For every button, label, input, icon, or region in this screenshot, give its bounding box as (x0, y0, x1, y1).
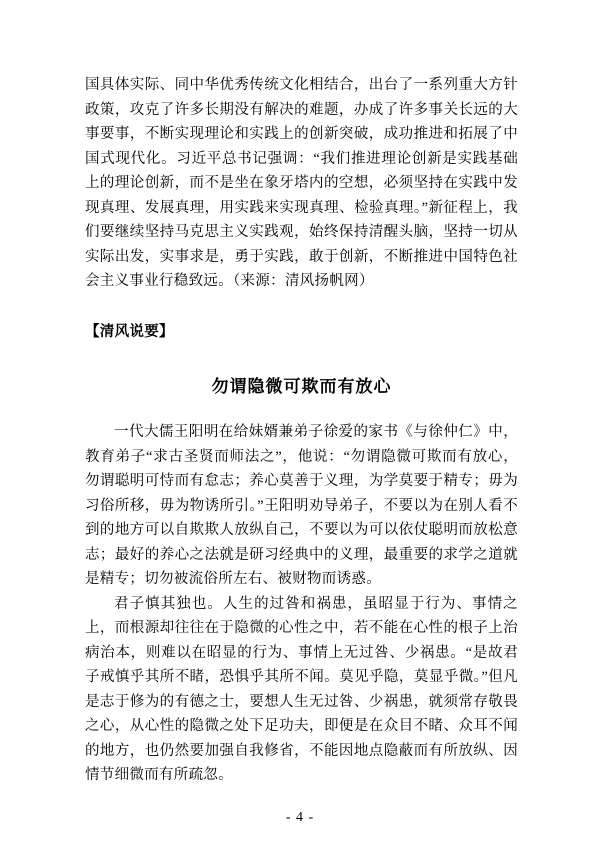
page-number: - 4 - (285, 810, 315, 825)
page-content (85, 73, 518, 788)
article-paragraph-2: 君子慎其独也。人生的过咎和祸患，虽昭显于行为、事情之上，而根源却往往在于隐微的心性之中，若不能在心性的根子上治病治本，则难以在昭显的行为、事情上无过咎、少祸患。“是故君子戒慎乎其所不睹，恐惧乎其所不闻。莫见乎隐，莫显乎微。”但凡是志于修为的有德之士，要想人生无过咎、少祸患，就须常存敬畏之心，从心性的隐微之处下足功夫，即便是在众目不睹、众耳不闻的地方，也仍然要加强自我修省，不能因地点隐蔽而有所放纵、因情节细微而有所疏忽。 (85, 595, 518, 783)
article-paragraph-1: 一代大儒王阳明在给妹婿兼弟子徐爱的家书《与徐仲仁》中，教育弟子“求古圣贤而师法之”，他说：“勿谓隐微可欺而有放心，勿谓聪明可恃而有怠志；养心莫善于义理，为学莫要于精专；毋为习俗所移，毋为物诱所引。”王阳明劝导弟子，不要以为在别人看不到的地方可以自欺欺人放纵自己，不要以为可以依仗聪明而放松意志；最好的养心之法就是研习经典中的义理，最重要的求学之道就是精专；切勿被流俗所左右、被财物而诱惑。 (85, 424, 518, 587)
section-label: 【清风说要】 (85, 323, 174, 340)
article-body (85, 420, 518, 788)
article-title: 勿谓隐微可欺而有放心 (211, 377, 392, 396)
intro-paragraph: 国具体实际、同中华优秀传统文化相结合，出台了一系列重大方针政策，攻克了许多长期没有解决的难题，办成了许多事关长远的大事要事，不断实现理论和实践上的创新突破，成功推进和拓展了中国式现代化。习近平总书记强调：“我们推进理论创新是实践基础上的理论创新，而不是坐在象牙塔内的空想，必须坚持在实践中发现真理、发展真理，用实践来实现真理、检验真理。”新征程上，我们要继续坚持马克思主义实践观，始终保持清醒头脑，坚持一切从实际出发，实事求是，勇于实践，敢于创新，不断推进中国特色社会主义事业行稳致远。（来源：清风扬帆网） (85, 77, 518, 289)
